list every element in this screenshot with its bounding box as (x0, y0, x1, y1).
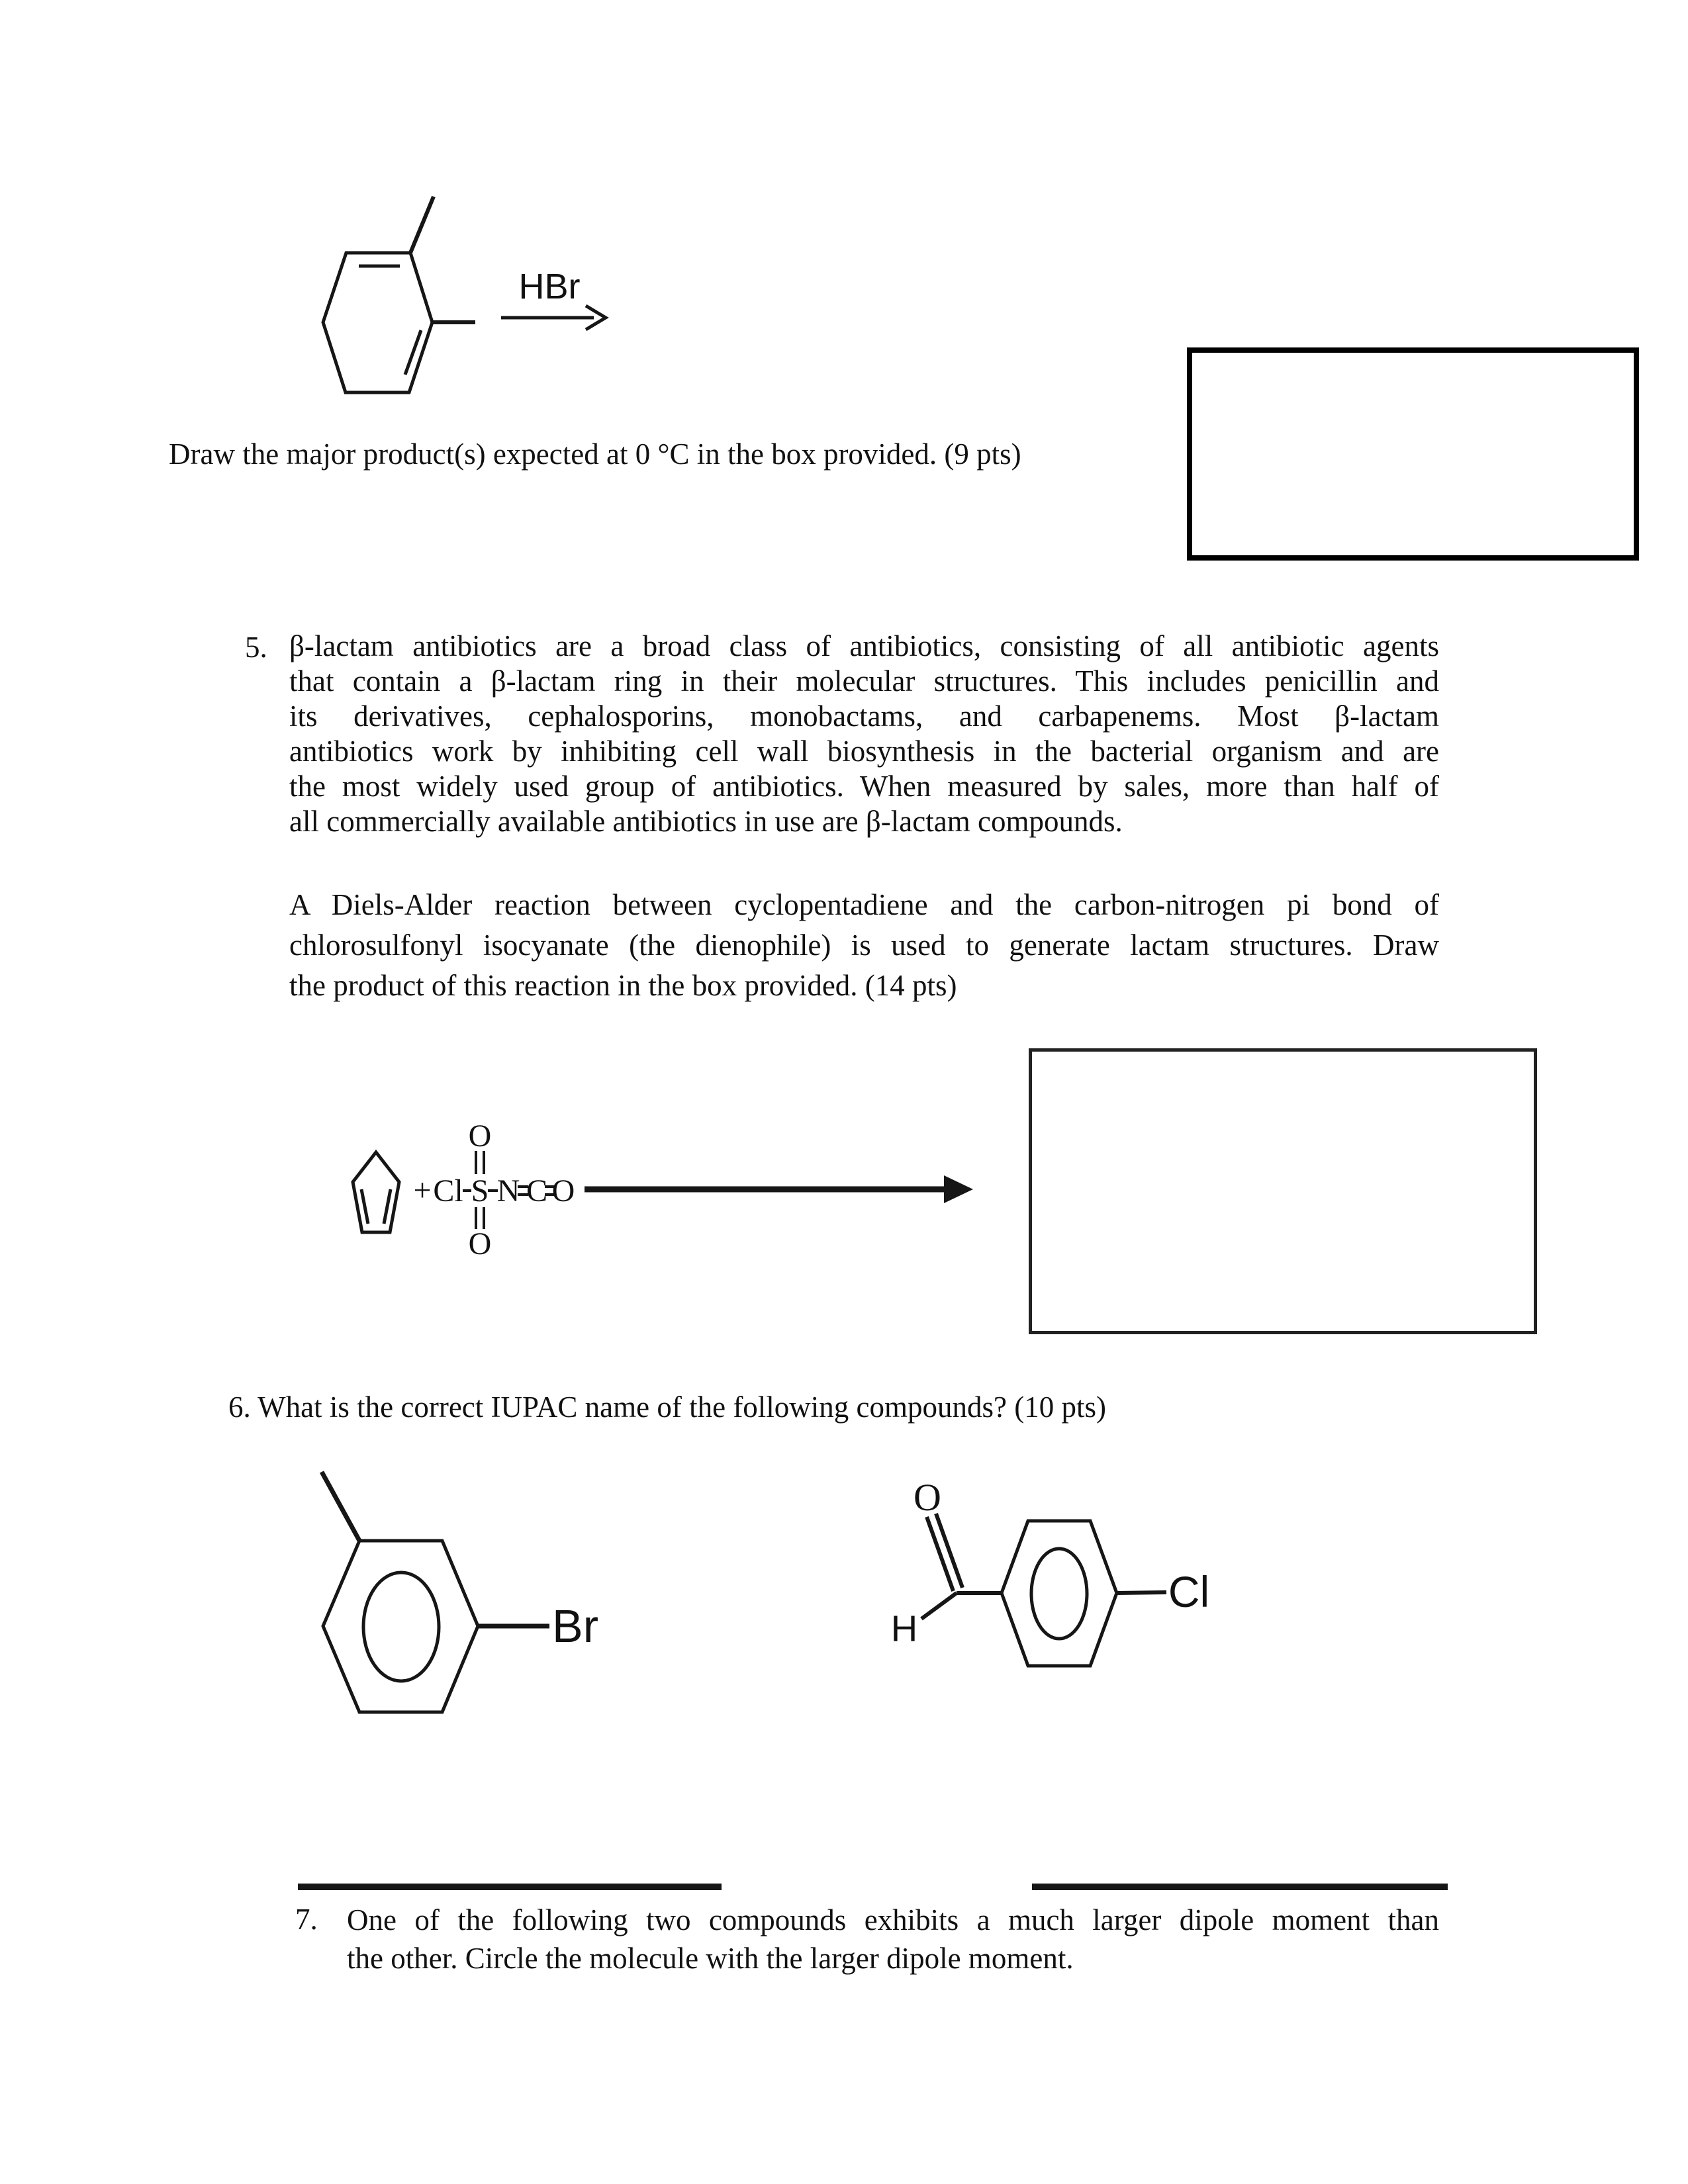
answer-box-q4[interactable] (1187, 347, 1639, 561)
chlorobenzaldehyde-structure (921, 1514, 1166, 1666)
iupac-answer-blank-1[interactable] (298, 1884, 722, 1890)
oxygen-atom-label: O (468, 1118, 492, 1154)
iupac-answer-blank-2[interactable] (1032, 1884, 1448, 1890)
q5-paragraph-line: that contain a β-lactam ring in their molecular structures. This includes penicillin and (289, 664, 1439, 698)
oxygen-atom-label: O (551, 1173, 575, 1208)
nitrogen-atom-label: N (496, 1173, 520, 1208)
q7-text-line: One of the following two compounds exhibits a much larger dipole moment than (347, 1903, 1439, 1936)
q5-paragraph-line: antibiotics work by inhibiting cell wall biosynthesis in the bacterial organism and are (289, 735, 1439, 768)
carbonyl-oxygen-label: O (914, 1476, 941, 1519)
q7-text-line: the other. Circle the molecule with the larger dipole moment. (347, 1942, 1074, 1975)
hbr-reagent-label: HBr (518, 267, 581, 306)
q5-paragraph-2 (289, 885, 1439, 1006)
q5-paragraph-line: A Diels-Alder reaction between cyclopentadiene and the carbon-nitrogen pi bond of (289, 888, 1439, 921)
answer-box-q5[interactable] (1029, 1048, 1537, 1334)
sulfur-atom-label: S (471, 1173, 489, 1208)
oxygen-atom-label: O (468, 1226, 492, 1261)
q5-paragraph-line: all commercially available antibiotics in use are β-lactam compounds. (289, 805, 1123, 838)
q7-number: 7. (295, 1903, 318, 1936)
q4-prompt: Draw the major product(s) expected at 0 °C in the box provided. (9 pts) (169, 437, 1021, 471)
chlorine-atom-label: Cl (433, 1173, 463, 1208)
plus-sign: + (413, 1173, 432, 1208)
q5-paragraph-1 (289, 629, 1439, 839)
diels-alder-reaction-arrow (585, 1175, 973, 1203)
chlorine-substituent-label: Cl (1168, 1567, 1210, 1616)
q5-paragraph-line: chlorosulfonyl isocyanate (the dienophile) is used to generate lactam structures. Draw (289, 929, 1439, 962)
q5-number: 5. (245, 631, 267, 664)
aldehyde-hydrogen-label: H (890, 1608, 918, 1649)
q5-paragraph-line: the product of this reaction in the box provided. (14 pts) (289, 969, 957, 1002)
q5-paragraph-line: its derivatives, cephalosporins, monobactams, and carbapenems. Most β-lactam (289, 700, 1439, 733)
bromine-substituent-label: Br (552, 1600, 598, 1652)
bromotoluene-structure (322, 1472, 549, 1712)
cyclopentadiene-structure (353, 1152, 399, 1232)
q5-paragraph-line: β-lactam antibiotics are a broad class of antibiotics, consisting of all antibiotic agents (289, 629, 1439, 662)
carbon-atom-label: C (526, 1173, 548, 1208)
q7-text (347, 1901, 1439, 1978)
dimethylcyclohexadiene-structure (323, 197, 475, 392)
q5-paragraph-line: the most widely used group of antibiotics. When measured by sales, more than half of (289, 770, 1439, 803)
hbr-reaction-arrow (501, 306, 606, 330)
q6-heading: 6. What is the correct IUPAC name of the following compounds? (10 pts) (228, 1390, 1107, 1424)
